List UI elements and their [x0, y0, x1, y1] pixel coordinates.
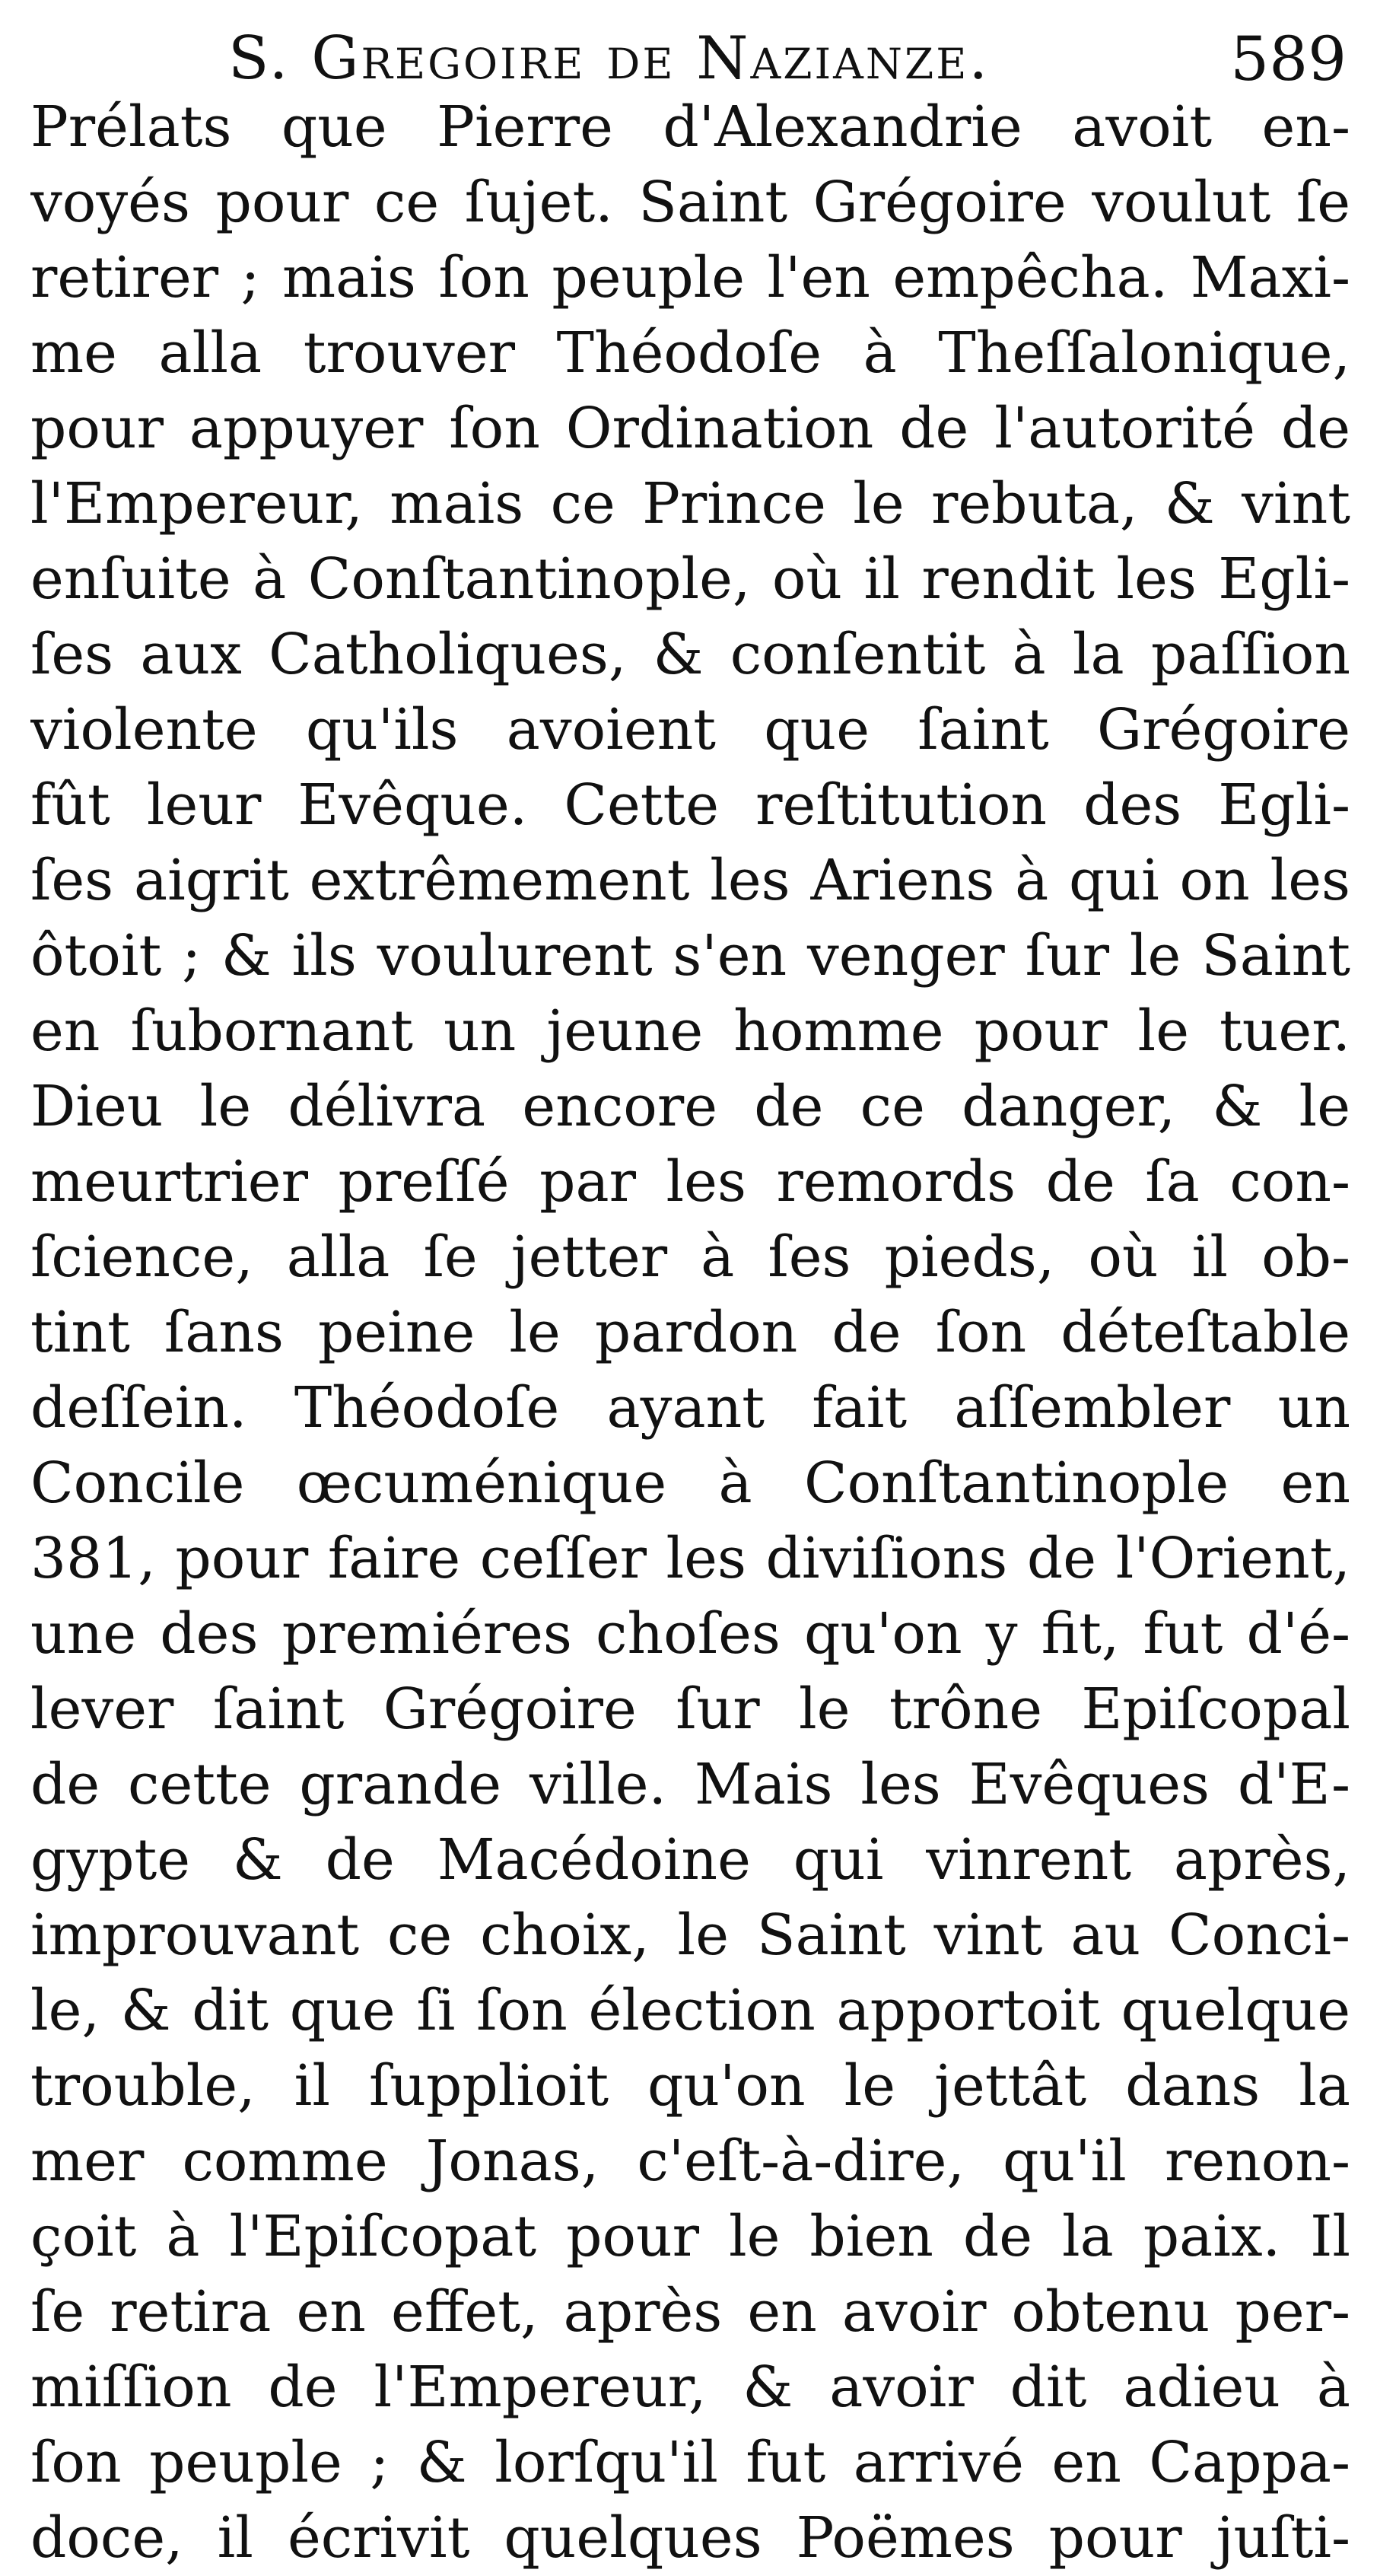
text-line: le, & dit que ſi ſon élection apportoit quelque	[30, 1978, 1350, 2043]
text-body	[30, 90, 1350, 2576]
text-line: mer comme Jonas, c'eſt-à-dire, qu'il renon-	[30, 2129, 1350, 2194]
running-title: S. Gregoire de Nazianze.	[228, 24, 991, 93]
text-line: ſcience, alla ſe jetter à ſes pieds, où il ob-	[30, 1224, 1350, 1290]
running-head	[228, 17, 1347, 100]
text-line: enſuite à Conſtantinople, où il rendit les Egli-	[30, 546, 1350, 612]
text-line: improuvant ce choix, le Saint vint au Conci-	[30, 1903, 1350, 1968]
text-line: ſe retira en effet, après en avoir obtenu per-	[30, 2279, 1350, 2345]
text-line: me alla trouver Théodoſe à Theſſalonique,	[30, 320, 1350, 386]
text-line: ſes aigrit extrêmement les Ariens à qui on les	[30, 848, 1350, 913]
text-line: voyés pour ce ſujet. Saint Grégoire voulut ſe	[30, 170, 1350, 235]
text-line: pour appuyer ſon Ordination de l'autorité de	[30, 396, 1350, 461]
text-line: une des premiéres choſes qu'on y fit, fut d'é-	[30, 1601, 1350, 1667]
text-line: de cette grande ville. Mais les Evêques d'E-	[30, 1752, 1350, 1817]
text-line: meurtrier preſſé par les remords de ſa con-	[30, 1149, 1350, 1215]
text-line: tint ſans peine le pardon de ſon déteſtable	[30, 1300, 1350, 1365]
text-line: retirer ; mais ſon peuple l'en empêcha. Maxi-	[30, 245, 1350, 310]
text-line: fût leur Evêque. Cette reſtitution des Egli-	[30, 772, 1350, 838]
text-line: l'Empereur, mais ce Prince le rebuta, & vint	[30, 471, 1350, 537]
text-line: deſſein. Théodoſe ayant fait aſſembler un	[30, 1375, 1350, 1441]
text-line: 381, pour faire ceſſer les diviſions de l'Orient,	[30, 1526, 1350, 1591]
text-line: ſes aux Catholiques, & conſentit à la paſſion	[30, 622, 1350, 687]
text-line: Prélats que Pierre d'Alexandrie avoit en-	[30, 94, 1350, 160]
text-line: Concile œcuménique à Conſtantinople en	[30, 1450, 1350, 1516]
text-line: trouble, il ſupplioit qu'on le jettât dans la	[30, 2053, 1350, 2119]
text-line: Dieu le délivra encore de ce danger, & le	[30, 1074, 1350, 1139]
text-line: lever ſaint Grégoire ſur le trône Epiſcopal	[30, 1676, 1350, 1742]
page-number: 589	[1230, 23, 1347, 94]
text-line: ſon peuple ; & lorſqu'il fut arrivé en Cappa-	[30, 2430, 1350, 2495]
text-line: doce, il écrivit quelques Poëmes pour juſti-	[30, 2505, 1350, 2571]
text-line: miſſion de l'Empereur, & avoir dit adieu à	[30, 2355, 1350, 2420]
text-line: en ſubornant un jeune homme pour le tuer.	[30, 998, 1350, 1064]
text-line: çoit à l'Epiſcopat pour le bien de la paix. Il	[30, 2204, 1350, 2269]
text-line: gypte & de Macédoine qui vinrent après,	[30, 1827, 1350, 1893]
text-line: ôtoit ; & ils voulurent s'en venger ſur le Saint	[30, 923, 1350, 989]
text-line: violente qu'ils avoient que ſaint Grégoire	[30, 697, 1350, 763]
